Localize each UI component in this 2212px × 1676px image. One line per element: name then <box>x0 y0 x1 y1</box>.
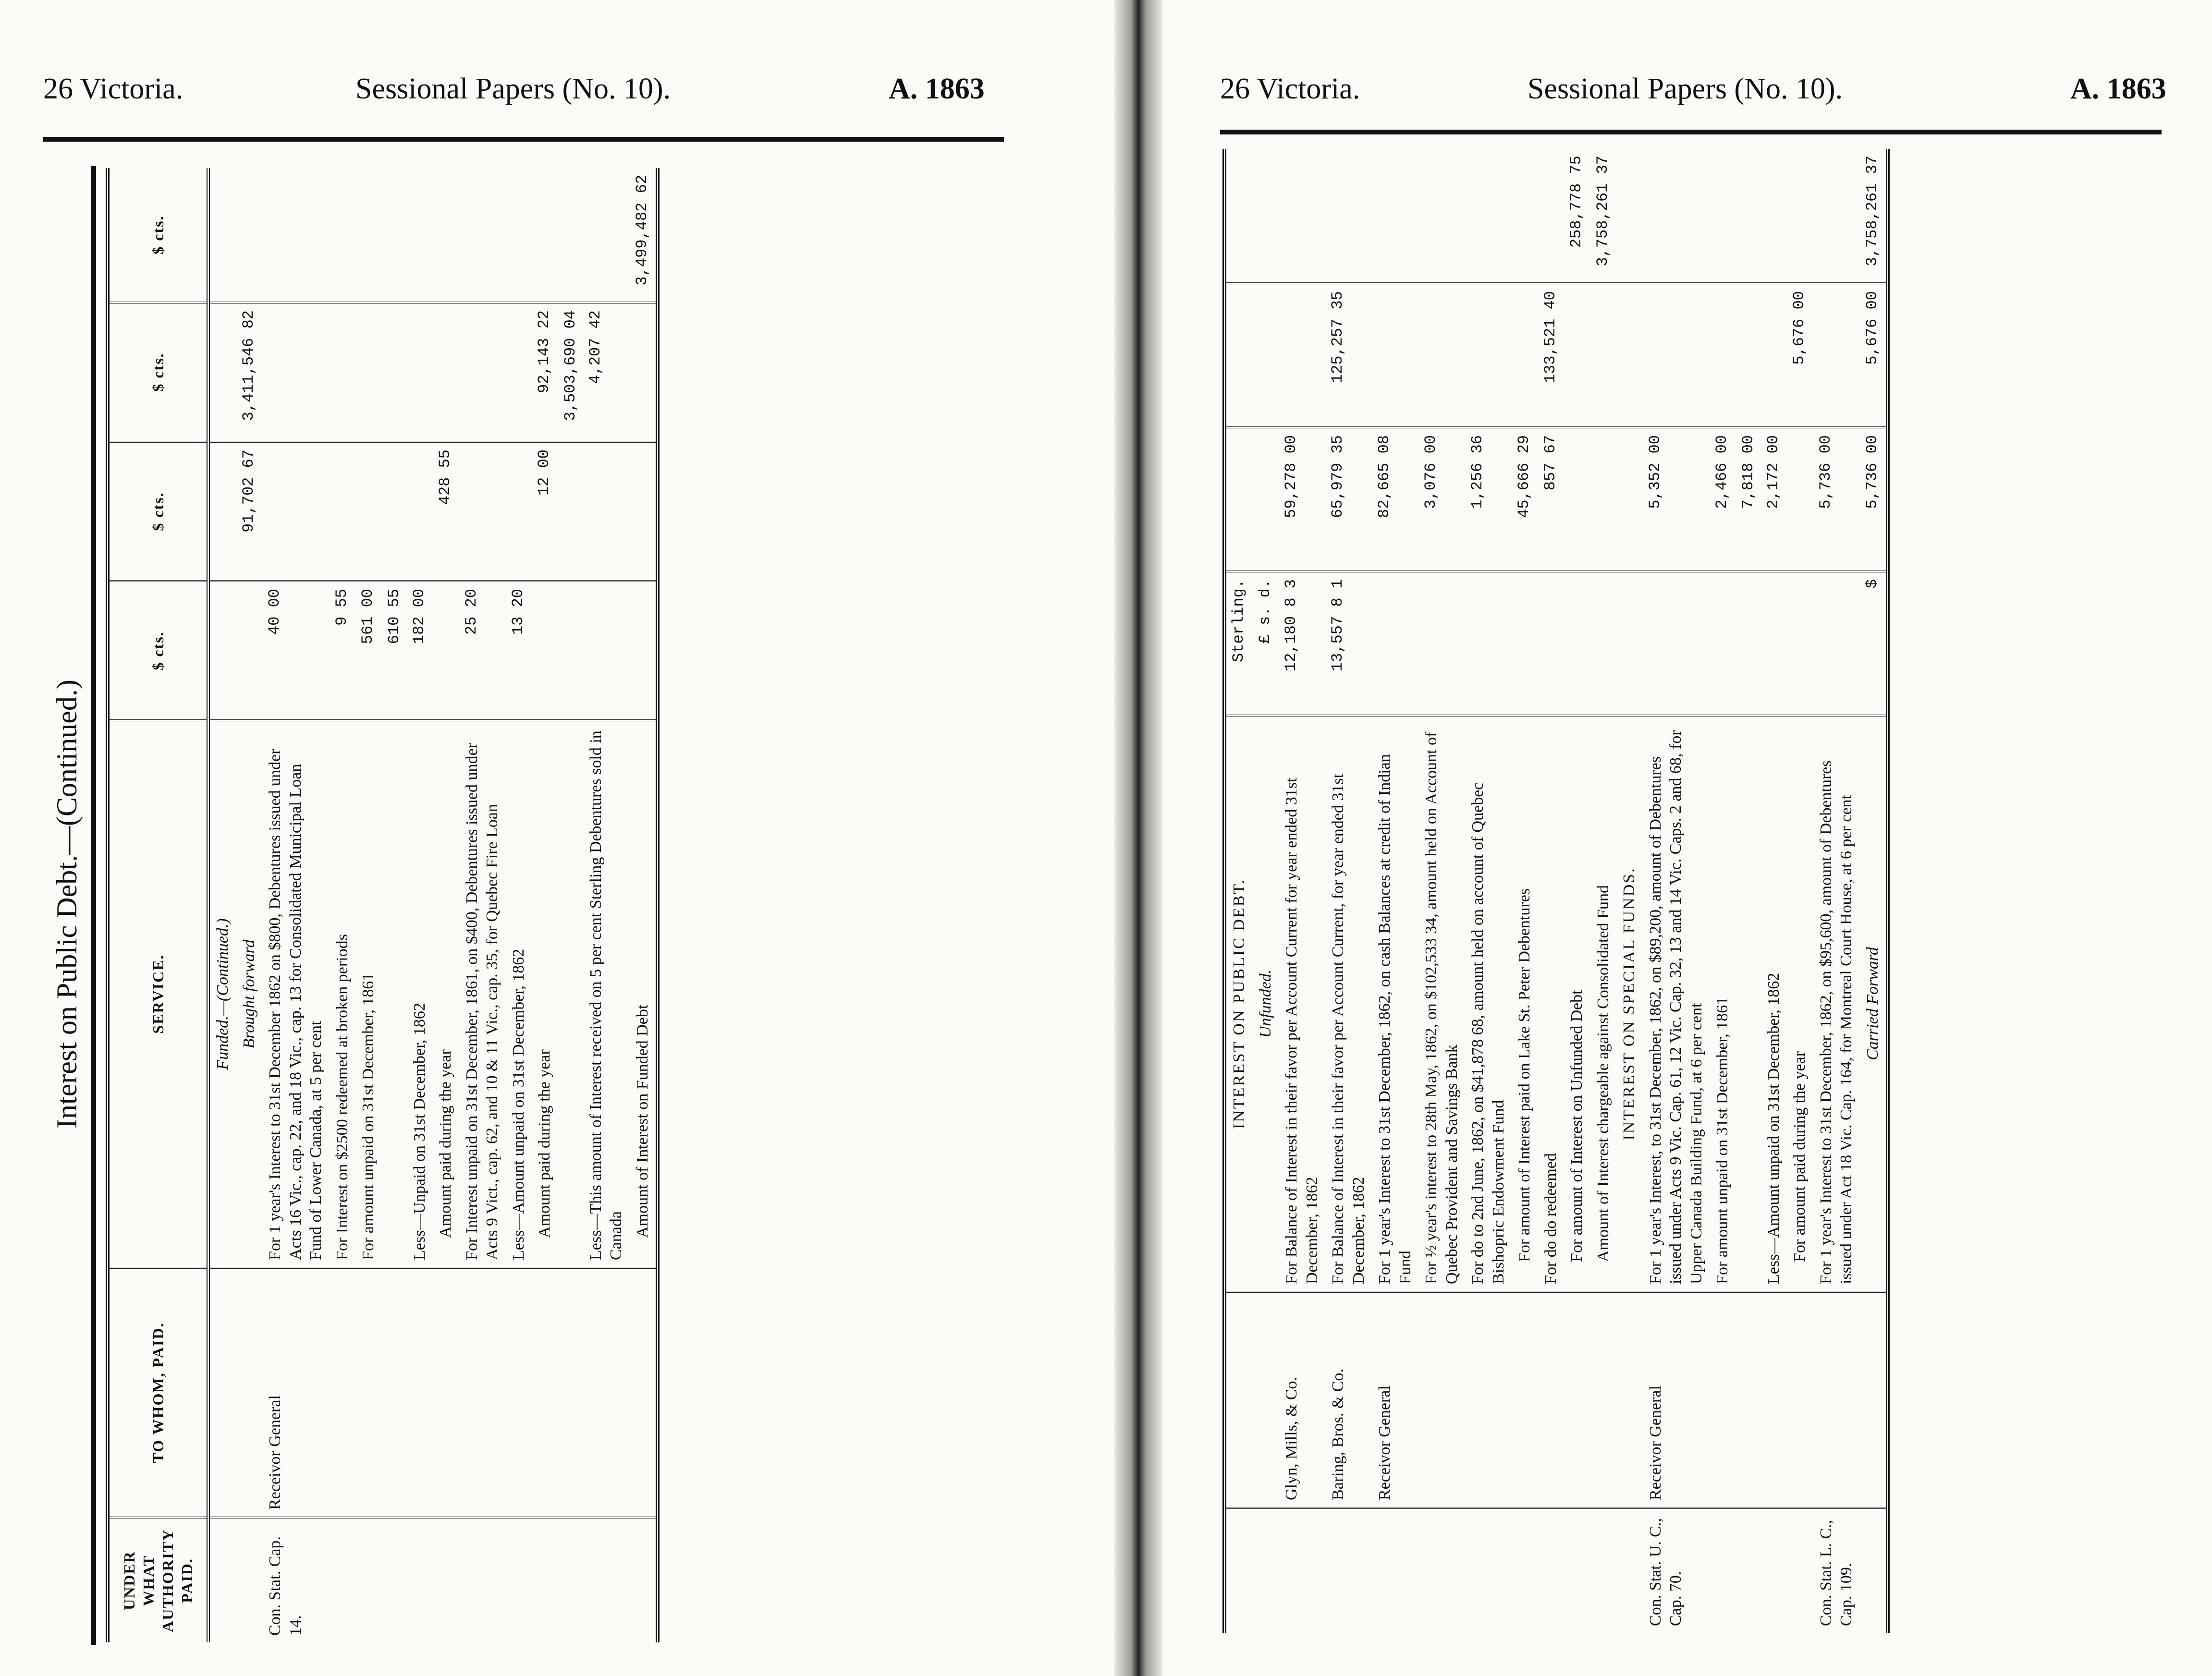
amount-cell-2: 3,076 00 <box>1418 427 1465 571</box>
amount-cell-1: 25 20 <box>459 581 506 720</box>
table-row <box>382 168 407 1642</box>
amount-cell-4 <box>355 168 382 303</box>
service-cell: Less—Unpaid on 31st December, 1862 <box>407 720 433 1268</box>
page-header-left: 26 Victoria. <box>1220 73 1360 105</box>
amount-cell-1 <box>236 581 263 720</box>
sterling-cell: Sterling. <box>1224 571 1253 716</box>
table-row <box>1564 149 1590 1633</box>
service-cell: Amount of Interest chargeable against Consolidated Fund <box>1590 716 1617 1292</box>
table-row <box>1465 149 1512 1633</box>
authority-cell <box>433 1518 459 1642</box>
sterling-cell: $ <box>1860 571 1888 716</box>
sterling-cell <box>1813 571 1860 716</box>
to-whom-cell <box>1564 1292 1590 1508</box>
to-whom-cell <box>1787 1292 1813 1508</box>
amount-cell-3 <box>1279 283 1325 427</box>
amount-cell-1: 9 55 <box>330 581 356 720</box>
table-row <box>1590 149 1617 1633</box>
amount-cell-3: 4,207 42 <box>583 303 630 442</box>
table-row <box>1710 149 1736 1633</box>
header-rule <box>1220 130 2162 134</box>
amount-cell-4 <box>1512 149 1538 283</box>
service-cell: INTEREST ON SPECIAL FUNDS. <box>1616 716 1643 1292</box>
amount-cell-4 <box>1813 149 1860 283</box>
amount-cell-2 <box>355 442 382 581</box>
amount-cell-2 <box>506 442 532 581</box>
amount-cell-1 <box>583 581 630 720</box>
amount-cell-4 <box>459 168 506 303</box>
amount-cell-4 <box>1418 149 1465 283</box>
amount-cell-3: 5,676 00 <box>1787 283 1813 427</box>
amount-cell-1 <box>532 581 558 720</box>
authority-cell <box>1465 1508 1512 1633</box>
amount-cell-4 <box>1224 149 1253 283</box>
amount-cell-3 <box>262 303 330 442</box>
to-whom-cell <box>1465 1292 1512 1508</box>
table-row <box>1643 149 1710 1633</box>
amount-cell-2: 59,278 00 <box>1279 427 1325 571</box>
table-row <box>1418 149 1465 1633</box>
page-header-center: Sessional Papers (No. 10). <box>355 73 671 105</box>
to-whom-cell: Receivor General <box>1643 1292 1710 1508</box>
to-whom-cell <box>1860 1292 1888 1508</box>
amount-cell-3: 3,503,690 04 <box>558 303 583 442</box>
amount-cell-4 <box>1761 149 1787 283</box>
service-cell: For Balance of Interest in their favor per Account Current, for year ended 31st December, 1862 <box>1325 716 1372 1292</box>
amount-cell-3 <box>1616 283 1643 427</box>
service-cell <box>382 720 407 1268</box>
amount-cell-2: 2,466 00 <box>1710 427 1736 571</box>
authority-cell <box>1564 1508 1590 1633</box>
amount-cell-2 <box>407 442 433 581</box>
amount-cell-2 <box>630 442 658 581</box>
service-cell: Amount of Interest on Funded Debt <box>630 720 658 1268</box>
amount-cell-3 <box>1253 283 1279 427</box>
sterling-cell <box>1710 571 1736 716</box>
table-row <box>1860 149 1888 1633</box>
right-ledger-table <box>1222 149 1890 1633</box>
table-row <box>1538 149 1564 1633</box>
amount-cell-2 <box>459 442 506 581</box>
table-row <box>1253 149 1279 1633</box>
amount-cell-2: 7,818 00 <box>1736 427 1761 571</box>
table-row <box>630 168 658 1642</box>
authority-cell <box>236 1518 263 1642</box>
table-row <box>1813 149 1860 1633</box>
authority-cell <box>1710 1508 1736 1633</box>
to-whom-cell <box>355 1268 382 1518</box>
amount-cell-4 <box>1710 149 1736 283</box>
amount-cell-3 <box>459 303 506 442</box>
authority-cell <box>1224 1508 1253 1633</box>
amount-cell-1 <box>558 581 583 720</box>
col-to-whom: TO WHOM, PAID. <box>108 1268 208 1518</box>
amount-cell-3: 125,257 35 <box>1325 283 1372 427</box>
amount-cell-4 <box>1538 149 1564 283</box>
sterling-cell <box>1616 571 1643 716</box>
authority-cell <box>1253 1508 1279 1633</box>
service-cell: For amount unpaid on 31st December, 1861 <box>1710 716 1736 1292</box>
sterling-cell <box>1512 571 1538 716</box>
col-amount-3: $ cts. <box>108 303 208 442</box>
amount-cell-4 <box>1253 149 1279 283</box>
authority-cell <box>558 1518 583 1642</box>
amount-cell-3 <box>1710 283 1736 427</box>
amount-cell-3 <box>506 303 532 442</box>
table-row <box>433 168 459 1642</box>
amount-cell-3: 92,143 22 <box>532 303 558 442</box>
sterling-cell <box>1465 571 1512 716</box>
table-row <box>532 168 558 1642</box>
amount-cell-4 <box>407 168 433 303</box>
authority-cell <box>355 1518 382 1642</box>
amount-cell-4 <box>558 168 583 303</box>
amount-cell-4 <box>506 168 532 303</box>
authority-cell <box>1372 1508 1418 1633</box>
amount-cell-4 <box>1736 149 1761 283</box>
amount-cell-4 <box>1279 149 1325 283</box>
amount-cell-4 <box>382 168 407 303</box>
amount-cell-3 <box>433 303 459 442</box>
amount-cell-2 <box>1787 427 1813 571</box>
amount-cell-3 <box>630 303 658 442</box>
amount-cell-3 <box>1736 283 1761 427</box>
amount-cell-2 <box>558 442 583 581</box>
authority-cell <box>1512 1508 1538 1633</box>
to-whom-cell <box>382 1268 407 1518</box>
amount-cell-3 <box>330 303 356 442</box>
to-whom-cell <box>1761 1292 1787 1508</box>
amount-cell-4 <box>208 168 236 303</box>
table-row <box>208 168 236 1642</box>
authority-cell <box>1590 1508 1617 1633</box>
table-row <box>236 168 263 1642</box>
amount-cell-2 <box>583 442 630 581</box>
to-whom-cell <box>330 1268 356 1518</box>
amount-cell-4 <box>1325 149 1372 283</box>
amount-cell-3 <box>382 303 407 442</box>
amount-cell-3 <box>1564 283 1590 427</box>
sterling-cell <box>1538 571 1564 716</box>
amount-cell-2 <box>382 442 407 581</box>
to-whom-cell <box>1590 1292 1617 1508</box>
to-whom-cell <box>583 1268 630 1518</box>
service-cell: For ½ year's interest to 28th May, 1862, on $102,533 34, amount held on Account of Quebec Provident and Savings Bank <box>1418 716 1465 1292</box>
amount-cell-3 <box>1224 283 1253 427</box>
to-whom-cell <box>630 1268 658 1518</box>
authority-cell <box>1279 1508 1325 1633</box>
service-cell <box>558 720 583 1268</box>
right-page <box>1162 0 2212 1676</box>
to-whom-cell <box>1813 1292 1860 1508</box>
authority-cell <box>382 1518 407 1642</box>
to-whom-cell <box>506 1268 532 1518</box>
col-service: SERVICE. <box>108 720 208 1268</box>
amount-cell-4: 258,778 75 <box>1564 149 1590 283</box>
authority-cell <box>459 1518 506 1642</box>
amount-cell-3 <box>1643 283 1710 427</box>
service-cell: For 1 year's Interest to 31st December, 1862, on cash Balances at credit of Indian Fund <box>1372 716 1418 1292</box>
to-whom-cell <box>459 1268 506 1518</box>
table-row <box>1616 149 1643 1633</box>
left-ledger-table <box>106 168 660 1642</box>
service-cell: Less—Amount unpaid on 31st December, 1862 <box>506 720 532 1268</box>
table-row <box>1736 149 1761 1633</box>
authority-cell: Con. Stat. L. C., Cap. 109. <box>1817 1519 1855 1626</box>
to-whom-cell <box>1736 1292 1761 1508</box>
amount-cell-4: 3,758,261 37 <box>1860 149 1888 283</box>
sterling-cell <box>1590 571 1617 716</box>
service-cell: For amount of Interest on Unfunded Debt <box>1564 716 1590 1292</box>
sterling-cell <box>1564 571 1590 716</box>
service-cell: For do do redeemed <box>1538 716 1564 1292</box>
amount-cell-3 <box>1512 283 1538 427</box>
amount-cell-3 <box>1590 283 1617 427</box>
authority-cell <box>330 1518 356 1642</box>
sterling-cell: 13,557 8 1 <box>1325 571 1372 716</box>
to-whom-cell <box>1710 1292 1736 1508</box>
amount-cell-3 <box>407 303 433 442</box>
amount-cell-2: 82,665 08 <box>1372 427 1418 571</box>
amount-cell-3 <box>1418 283 1465 427</box>
page-header-right: A. 1863 <box>889 73 985 105</box>
to-whom-cell <box>1512 1292 1538 1508</box>
amount-cell-1: 610 55 <box>382 581 407 720</box>
to-whom-cell: Receivor General <box>262 1268 330 1518</box>
col-amount-4: $ cts. <box>108 168 208 303</box>
table-row <box>330 168 356 1642</box>
amount-cell-2 <box>1564 427 1590 571</box>
left-table-body <box>208 168 658 1642</box>
amount-cell-2: 5,736 00 <box>1813 427 1860 571</box>
amount-cell-4 <box>1787 149 1813 283</box>
to-whom-cell: Baring, Bros. & Co. <box>1325 1292 1372 1508</box>
to-whom-cell: Receivor General <box>1372 1292 1418 1508</box>
sterling-cell <box>1643 571 1710 716</box>
service-cell: For 1 year's Interest to 31st December, 1862, on $95,600, amount of Debentures issued under Act 18 Vic. Cap. 164, for Montreal Court House, at 6 per cent <box>1813 716 1860 1292</box>
table-row <box>1512 149 1538 1633</box>
col-amount-2: $ cts. <box>108 442 208 581</box>
table-row <box>1372 149 1418 1633</box>
to-whom-cell <box>433 1268 459 1518</box>
page-header-left: 26 Victoria. <box>43 73 183 105</box>
service-cell: Brought forward <box>236 720 263 1268</box>
amount-cell-1: 182 00 <box>407 581 433 720</box>
amount-cell-4: 3,499,482 62 <box>630 168 658 303</box>
service-cell: For 1 year's Interest to 31st December 1862 on $800, Debentures issued under Acts 16 Vic., cap. 22, and 18 Vic., cap. 13 for Consolidated Municipal Loan Fund of Lower Canada, at 5 per cent <box>262 720 330 1268</box>
service-cell: For Interest on $2500 redeemed at broken periods <box>330 720 356 1268</box>
amount-cell-2 <box>330 442 356 581</box>
to-whom-cell: Glyn, Mills, & Co. <box>1279 1292 1325 1508</box>
amount-cell-2: 1,256 36 <box>1465 427 1512 571</box>
amount-cell-2: 428 55 <box>433 442 459 581</box>
authority-cell <box>208 1518 236 1642</box>
service-cell: Less—This amount of Interest received on 5 per cent Sterling Debentures sold in Canada <box>583 720 630 1268</box>
authority-cell <box>506 1518 532 1642</box>
authority-cell <box>630 1518 658 1642</box>
sterling-cell: £ s. d. <box>1253 571 1279 716</box>
sterling-cell <box>1761 571 1787 716</box>
service-cell: INTEREST ON PUBLIC DEBT. <box>1224 716 1253 1292</box>
amount-cell-4 <box>583 168 630 303</box>
to-whom-cell <box>532 1268 558 1518</box>
table-row <box>1224 149 1253 1633</box>
amount-cell-4 <box>236 168 263 303</box>
table-row <box>355 168 382 1642</box>
service-cell: For amount unpaid on 31st December, 1861 <box>355 720 382 1268</box>
table-row <box>1761 149 1787 1633</box>
sterling-cell <box>1372 571 1418 716</box>
amount-cell-4 <box>433 168 459 303</box>
authority-cell <box>1736 1508 1761 1633</box>
table-row <box>558 168 583 1642</box>
amount-cell-2: 45,666 29 <box>1512 427 1538 571</box>
sterling-cell: 12,180 8 3 <box>1279 571 1325 716</box>
service-cell: For 1 year's Interest, to 31st December, 1862, on $89,200, amount of Debentures issued under Acts 9 Vic. Cap. 61, 12 Vic. Cap. 32, 13 and 14 Vic. Caps. 2 and 68, for Upper Canada Building Fund, at 6 per cent <box>1643 716 1710 1292</box>
to-whom-cell <box>1253 1292 1279 1508</box>
amount-cell-4 <box>1616 149 1643 283</box>
service-cell: Unfunded. <box>1253 716 1279 1292</box>
service-cell: For do to 2nd June, 1862, on $41,878 68, amount held on account of Quebec Bishopric Endowment Fund <box>1465 716 1512 1292</box>
to-whom-cell <box>1538 1292 1564 1508</box>
amount-cell-1: 40 00 <box>262 581 330 720</box>
authority-cell <box>1616 1508 1643 1633</box>
amount-cell-3: 5,676 00 <box>1860 283 1888 427</box>
table-title-wrap <box>50 680 98 1133</box>
authority-cell <box>1325 1508 1372 1633</box>
authority-cell <box>1538 1508 1564 1633</box>
amount-cell-3: 133,521 40 <box>1538 283 1564 427</box>
table-header-row <box>108 168 208 1642</box>
authority-cell <box>583 1518 630 1642</box>
amount-cell-3 <box>1372 283 1418 427</box>
amount-cell-3: 3,411,546 82 <box>236 303 263 442</box>
amount-cell-2: 2,172 00 <box>1761 427 1787 571</box>
amount-cell-4 <box>1643 149 1710 283</box>
table-title: Interest on Public Debt.—(Continued.) <box>51 680 83 1129</box>
right-ledger-wrap <box>1222 156 2164 1676</box>
col-authority: UNDER WHAT AUTHORITY PAID. <box>108 1518 208 1642</box>
amount-cell-1: 561 00 <box>355 581 382 720</box>
authority-cell <box>1860 1508 1888 1633</box>
table-row <box>459 168 506 1642</box>
service-cell: Carried Forward <box>1860 716 1888 1292</box>
page-header-right: A. 1863 <box>2070 73 2166 105</box>
service-cell: For Balance of Interest in their favor per Account Current for year ended 31st December, 1862 <box>1279 716 1325 1292</box>
amount-cell-1: 13 20 <box>506 581 532 720</box>
table-row <box>1325 149 1372 1633</box>
table-row <box>1787 149 1813 1633</box>
authority-cell: Con. Stat. Cap. 14. <box>266 1536 305 1636</box>
table-row <box>506 168 532 1642</box>
amount-cell-4 <box>330 168 356 303</box>
amount-cell-2 <box>1616 427 1643 571</box>
authority-cell: Con. Stat. U. C., Cap. 70. <box>1646 1518 1685 1626</box>
service-cell: Less—Amount unpaid on 31st December, 1862 <box>1761 716 1787 1292</box>
service-cell: Funded.—(Continued.) <box>208 720 236 1268</box>
service-cell: Amount paid during the year <box>532 720 558 1268</box>
amount-cell-2: 91,702 67 <box>236 442 263 581</box>
amount-cell-2: 65,979 35 <box>1325 427 1372 571</box>
col-amount-1: $ cts. <box>108 581 208 720</box>
to-whom-cell <box>558 1268 583 1518</box>
amount-cell-2: 5,736 00 <box>1860 427 1888 571</box>
table-row <box>1279 149 1325 1633</box>
service-cell: For amount paid during the year <box>1787 716 1813 1292</box>
amount-cell-4 <box>1465 149 1512 283</box>
header-rule <box>43 137 1004 142</box>
amount-cell-3 <box>1761 283 1787 427</box>
amount-cell-3 <box>1813 283 1860 427</box>
sterling-cell <box>1418 571 1465 716</box>
amount-cell-2: 5,352 00 <box>1643 427 1710 571</box>
to-whom-cell <box>208 1268 236 1518</box>
authority-cell <box>1418 1508 1465 1633</box>
amount-cell-2 <box>1590 427 1617 571</box>
service-cell: Amount paid during the year <box>433 720 459 1268</box>
amount-cell-4 <box>1372 149 1418 283</box>
to-whom-cell <box>1616 1292 1643 1508</box>
amount-cell-1 <box>433 581 459 720</box>
amount-cell-2 <box>1224 427 1253 571</box>
service-cell <box>1736 716 1761 1292</box>
amount-cell-2: 12 00 <box>532 442 558 581</box>
amount-cell-2 <box>1253 427 1279 571</box>
amount-cell-4: 3,758,261 37 <box>1590 149 1617 283</box>
amount-cell-1 <box>630 581 658 720</box>
page-header-center: Sessional Papers (No. 10). <box>1528 73 1843 105</box>
authority-cell <box>1787 1508 1813 1633</box>
left-ledger-wrap <box>106 175 1014 1676</box>
to-whom-cell <box>1418 1292 1465 1508</box>
amount-cell-2 <box>262 442 330 581</box>
to-whom-cell <box>236 1268 263 1518</box>
to-whom-cell <box>407 1268 433 1518</box>
authority-cell <box>532 1518 558 1642</box>
amount-cell-3 <box>208 303 236 442</box>
table-row <box>262 168 330 1642</box>
table-row <box>583 168 630 1642</box>
service-cell: For amount of Interest paid on Lake St. Peter Debentures <box>1512 716 1538 1292</box>
amount-cell-3 <box>1465 283 1512 427</box>
amount-cell-2: 857 67 <box>1538 427 1564 571</box>
amount-cell-1 <box>208 581 236 720</box>
service-cell: For Interest unpaid on 31st December, 1861, on $400, Debentures issued under Acts 9 Vict., cap. 62, and 10 & 11 Vic., cap. 35, for Quebec Fire Loan <box>459 720 506 1268</box>
right-table-body <box>1224 149 1888 1633</box>
amount-cell-4 <box>532 168 558 303</box>
table-frame-rule <box>91 166 96 1645</box>
amount-cell-2 <box>208 442 236 581</box>
sterling-cell <box>1787 571 1813 716</box>
table-row <box>407 168 433 1642</box>
sterling-cell <box>1736 571 1761 716</box>
amount-cell-4 <box>262 168 330 303</box>
amount-cell-3 <box>355 303 382 442</box>
book-gutter <box>1114 0 1162 1676</box>
to-whom-cell <box>1224 1292 1253 1508</box>
authority-cell <box>1761 1508 1787 1633</box>
authority-cell <box>407 1518 433 1642</box>
